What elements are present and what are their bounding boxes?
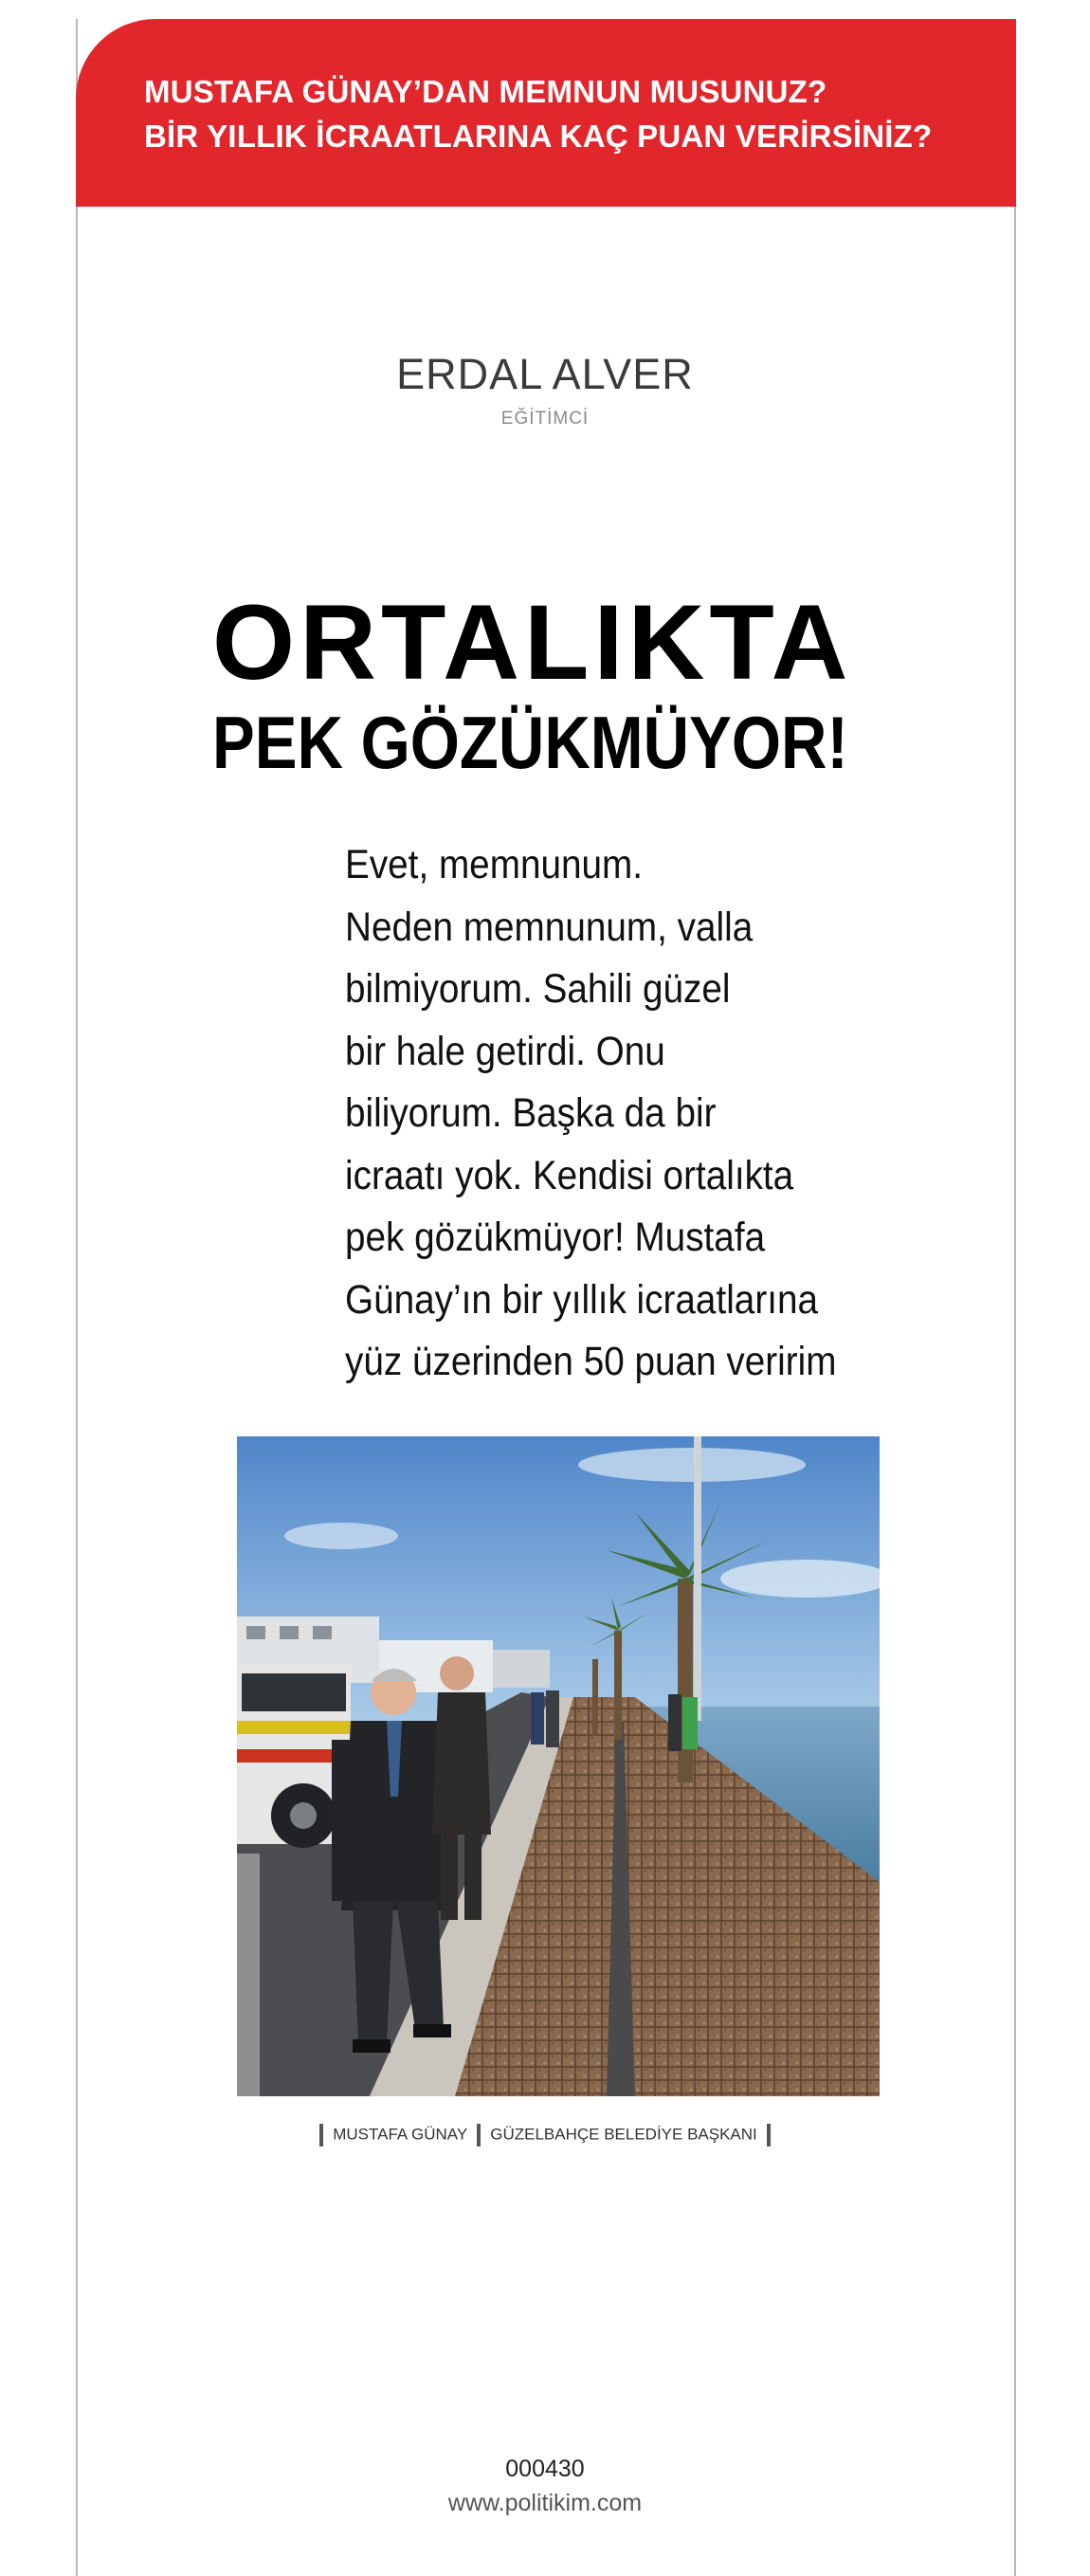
quote-line: pek gözükmüyor! Mustafa: [345, 1215, 766, 1260]
quote-line: Evet, memnunum.: [345, 842, 644, 887]
quote-line: yüz üzerinden 50 puan veririm: [345, 1339, 837, 1384]
quote-line: Günay’ın bir yıllık icraatlarına: [345, 1276, 819, 1323]
quote-line: icraatı yok. Kendisi ortalıkta: [345, 1152, 794, 1198]
headline-main: ORTALIKTA: [212, 583, 853, 702]
author-name: ERDAL ALVER: [396, 350, 694, 398]
quote-line: biliyorum. Başka da bir: [345, 1090, 717, 1136]
quote-line: bir hale getirdi. Onu: [345, 1028, 665, 1074]
quote-line: bilmiyorum. Sahili güzel: [345, 966, 731, 1012]
author-role: EĞİTİMCİ: [500, 409, 590, 429]
headline-sub: PEK GÖZÜKMÜYOR!: [212, 701, 848, 784]
caption-divider: [767, 2124, 771, 2147]
mayor-walking-on-seafront-photo: [237, 1436, 880, 2096]
website-link[interactable]: www.politikim.com: [447, 2490, 643, 2516]
photo-caption: [0, 2122, 1090, 2147]
quote-line: Neden memnunum, valla: [345, 904, 754, 950]
caption-name: MUSTAFA GÜNAY: [333, 2125, 468, 2144]
header-banner: [76, 19, 1016, 207]
caption-divider: [477, 2124, 481, 2147]
caption-divider: [319, 2124, 323, 2147]
banner-question-line-2: BİR YILLIK İCRAATLARINA KAÇ PUAN VERİRSİNİZ?: [144, 119, 933, 154]
page-code: 000430: [505, 2456, 585, 2482]
banner-question-line-1: MUSTAFA GÜNAY’DAN MEMNUN MUSUNUZ?: [144, 74, 827, 109]
caption-title: GÜZELBAHÇE BELEDİYE BAŞKANI: [490, 2125, 757, 2144]
quote-block: [345, 834, 914, 1394]
